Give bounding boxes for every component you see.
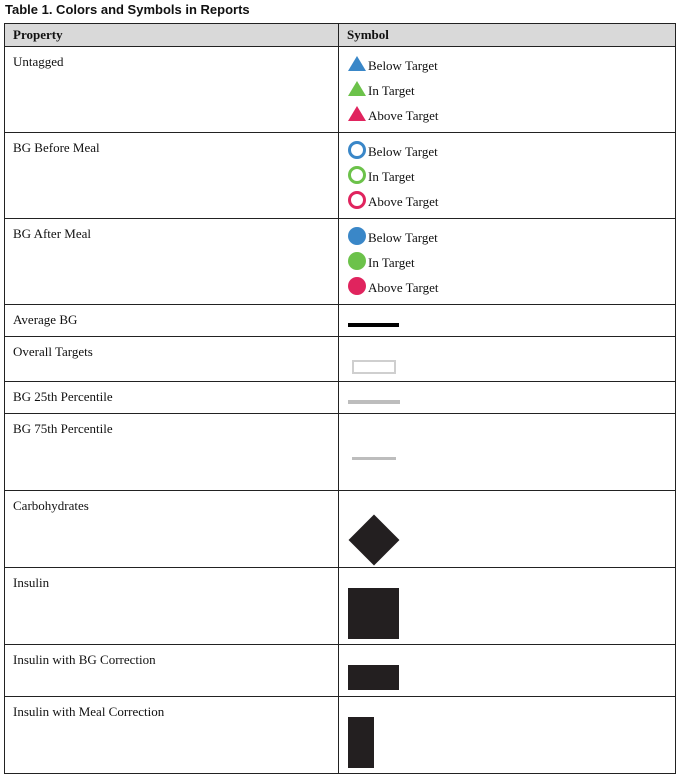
legend-label: Below Target: [368, 229, 438, 245]
table-row: [5, 568, 676, 645]
dot-icon: [348, 252, 366, 270]
dot-icon: [348, 227, 366, 245]
table-row: [5, 697, 676, 774]
table-row: [5, 491, 676, 568]
symbol-cell: [339, 219, 676, 305]
symbol-cell: [339, 382, 676, 414]
square-icon: [348, 588, 399, 639]
legend-item: [348, 274, 675, 299]
property-cell: BG Before Meal: [5, 133, 339, 219]
legend-label: Above Target: [368, 279, 439, 295]
symbol-cell: [339, 491, 676, 568]
gray-line-icon: [352, 457, 396, 460]
gray-line-icon: [348, 400, 400, 404]
symbol-cell: [339, 568, 676, 645]
property-cell: Untagged: [5, 47, 339, 133]
legend-item: [348, 102, 675, 127]
table-row: [5, 414, 676, 491]
ring-icon: [348, 191, 366, 209]
property-cell: Carbohydrates: [5, 491, 339, 568]
tall-bar-icon: [348, 717, 374, 768]
outlined-rectangle-icon: [352, 360, 396, 374]
wide-bar-icon: [348, 665, 399, 690]
property-cell: Insulin with BG Correction: [5, 645, 339, 697]
symbol-cell: [339, 697, 676, 774]
legend-label: Below Target: [368, 143, 438, 159]
property-cell: Insulin: [5, 568, 339, 645]
legend-item: [348, 249, 675, 274]
legend-label: In Target: [368, 168, 415, 184]
table-row: [5, 133, 676, 219]
legend-item: [348, 77, 675, 102]
table-row: [5, 337, 676, 382]
diamond-icon: [349, 515, 400, 566]
legend-label: In Target: [368, 254, 415, 270]
table-row: [5, 47, 676, 133]
triangle-icon: [348, 106, 366, 121]
symbol-cell: [339, 133, 676, 219]
table-row: [5, 645, 676, 697]
legend-label: Above Target: [368, 193, 439, 209]
property-cell: Overall Targets: [5, 337, 339, 382]
table-row: [5, 382, 676, 414]
legend-item: [348, 224, 675, 249]
legend-item: [348, 163, 675, 188]
property-cell: Average BG: [5, 305, 339, 337]
symbol-cell: [339, 337, 676, 382]
ring-icon: [348, 141, 366, 159]
symbols-table: [4, 23, 676, 774]
property-cell: BG 25th Percentile: [5, 382, 339, 414]
ring-icon: [348, 166, 366, 184]
triangle-icon: [348, 56, 366, 71]
symbol-cell: [339, 47, 676, 133]
table-header-row: [5, 24, 676, 47]
legend-label: Above Target: [368, 107, 439, 123]
legend-label: Below Target: [368, 57, 438, 73]
symbol-cell: [339, 305, 676, 337]
symbol-column-header: Symbol: [339, 24, 676, 47]
table-row: [5, 219, 676, 305]
legend-item: [348, 52, 675, 77]
legend-label: In Target: [368, 82, 415, 98]
legend-item: [348, 138, 675, 163]
symbol-cell: [339, 414, 676, 491]
table-caption: Table 1. Colors and Symbols in Reports: [5, 2, 250, 17]
legend-item: [348, 188, 675, 213]
property-cell: BG After Meal: [5, 219, 339, 305]
property-cell: Insulin with Meal Correction: [5, 697, 339, 774]
dot-icon: [348, 277, 366, 295]
table-row: [5, 305, 676, 337]
symbol-cell: [339, 645, 676, 697]
property-cell: BG 75th Percentile: [5, 414, 339, 491]
triangle-icon: [348, 81, 366, 96]
black-line-icon: [348, 323, 399, 327]
property-column-header: Property: [5, 24, 339, 47]
